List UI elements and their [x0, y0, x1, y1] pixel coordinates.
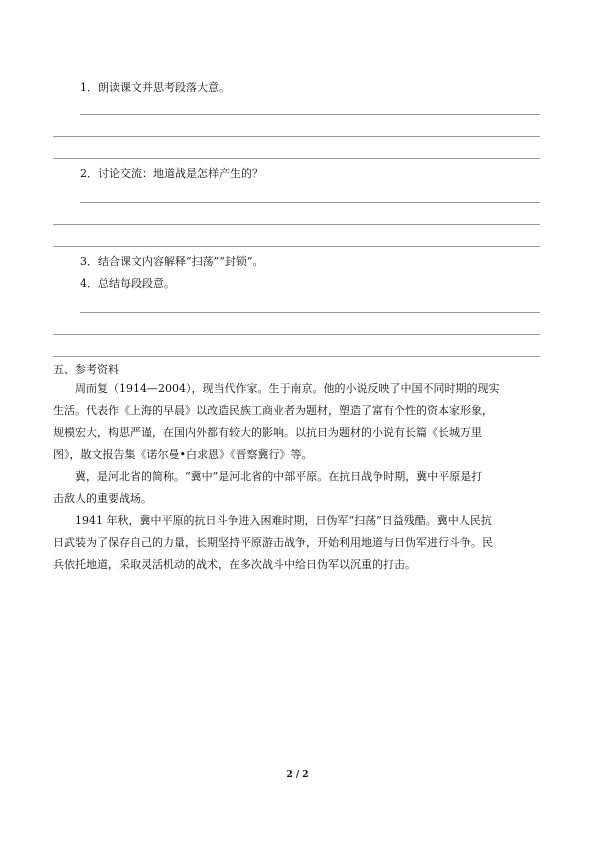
paragraph-line: 生活。代表作《上海的早晨》以改造民族工商业者为题材，塑造了富有个性的资本家形象，: [53, 404, 493, 417]
paragraph-line: 兵依托地道，采取灵活机动的战术，在多次战斗中给日伪军以沉重的打击。: [53, 558, 416, 571]
question-3: 3．结合课文内容解释“扫荡”“封锁”。: [80, 255, 264, 268]
paragraph-author-bio: [53, 378, 540, 466]
page-number: 2 / 2: [286, 770, 309, 780]
answer-line: [80, 312, 540, 313]
paragraph-1941: [53, 510, 540, 576]
question-1: 1．朗读课文并思考段落大意。: [80, 81, 230, 94]
answer-line: [53, 136, 540, 137]
paragraph-line: 图》，散文报告集《诺尔曼•白求恩》《晋察冀行》等。: [53, 448, 313, 461]
paragraph-line: 周而复（1914—2004），现当代作家。生于南京。他的小说反映了中国不同时期的现实: [75, 382, 500, 395]
answer-line: [53, 224, 540, 225]
paragraph-line: 冀，是河北省的简称。“冀中”是河北省的中部平原。在抗日战争时期，冀中平原是打: [75, 470, 483, 483]
section-heading: 五、参考资料: [53, 363, 119, 376]
question-4: 4．总结每段段意。: [80, 277, 175, 290]
paragraph-line: 日武装为了保存自己的力量，长期坚持平原游击战争，开始利用地道与日伪军进行斗争。民: [53, 536, 493, 549]
paragraph-jizhong: [53, 466, 540, 510]
answer-line: [53, 334, 540, 335]
paragraph-line: 规模宏大，构思严谨，在国内外都有较大的影响。以抗日为题材的小说有长篇《长城万里: [53, 426, 482, 439]
answer-line: [53, 356, 540, 357]
paragraph-line: 1941 年秋，冀中平原的抗日斗争进入困难时期，日伪军“扫荡”日益残酷。冀中人民抗: [75, 514, 492, 527]
answer-line: [53, 246, 540, 247]
question-2: 2．讨论交流：地道战是怎样产生的？: [80, 167, 263, 180]
paragraph-line: 击敌人的重要战场。: [53, 492, 152, 505]
answer-line: [80, 114, 540, 115]
answer-line: [80, 202, 540, 203]
answer-line: [53, 158, 540, 159]
